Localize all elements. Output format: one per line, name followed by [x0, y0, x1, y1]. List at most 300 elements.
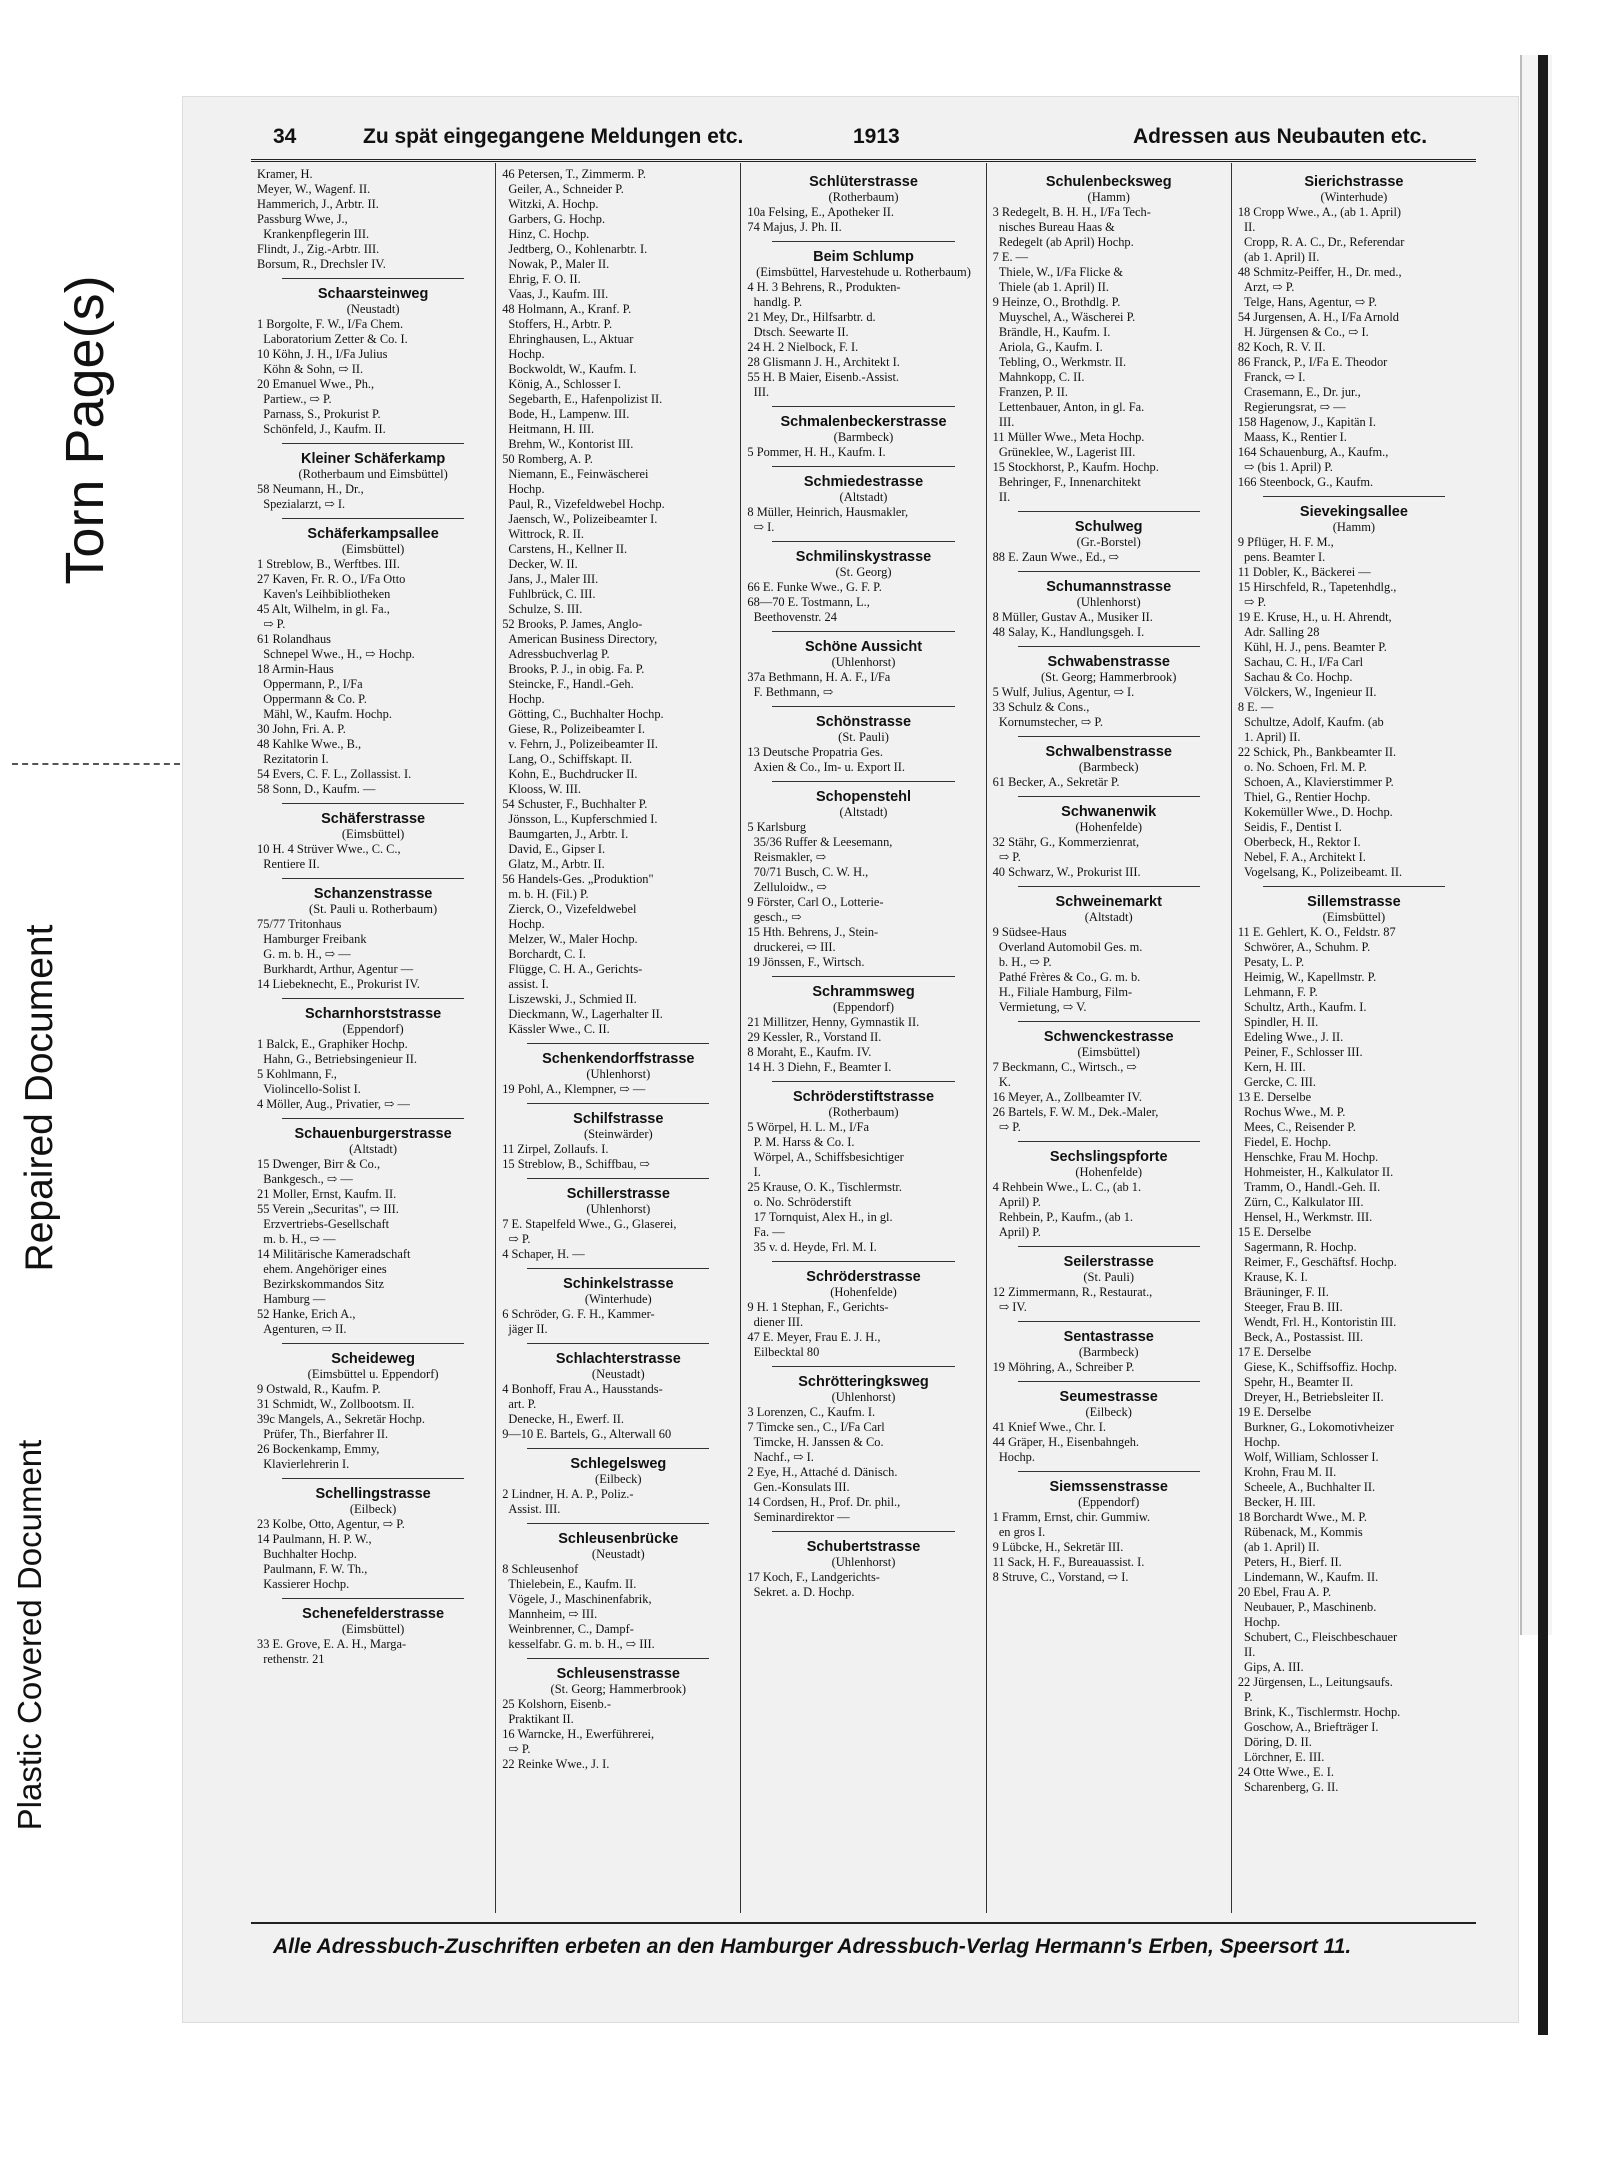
directory-entry: Heimig, W., Kapellmstr. P.: [1237, 970, 1377, 984]
directory-entry: Brändle, H., Kaufm. I.: [992, 325, 1111, 339]
directory-entry: Meyer, W., Wagenf. II.: [257, 182, 371, 196]
directory-entry: 7 Timcke sen., C., I/Fa Carl: [747, 1420, 885, 1434]
street-district: (Eilbeck): [349, 1502, 397, 1516]
directory-entry: Jaensch, W., Polizeibeamter I.: [502, 512, 658, 526]
directory-entry: Klooss, W. III.: [502, 782, 582, 796]
header-rule: [251, 159, 1476, 162]
directory-entry: 8 Müller, Heinrich, Hausmakler,: [747, 505, 909, 519]
directory-entry: 8 Schleusenhof: [502, 1562, 579, 1576]
directory-entry: 35/36 Ruffer & Leesemann,: [747, 835, 893, 849]
street-district: (Rotherbaum und Eimsbüttel): [298, 467, 448, 481]
directory-entry: Kokemüller Wwe., D. Hochp.: [1237, 805, 1393, 819]
directory-entry: 61 Becker, A., Sekretär P.: [992, 775, 1120, 789]
street-district: (Rotherbaum): [828, 1105, 899, 1119]
directory-entry: Tebling, O., Werkmstr. II.: [992, 355, 1127, 369]
entry-list: [502, 1307, 734, 1337]
directory-entry: 15 Hth. Behrens, J., Stein-: [747, 925, 879, 939]
directory-entry: Oppermann, P., I/Fa: [257, 677, 363, 691]
street-block: [993, 646, 1225, 730]
street-name: Schwenckestrasse: [1043, 1029, 1174, 1045]
block-separator: [772, 541, 954, 542]
entry-list: [747, 1015, 979, 1075]
directory-entry: 19 E. Kruse, H., u. H. Ahrendt,: [1237, 610, 1392, 624]
directory-entry: 55 Verein „Securitas", ⇨ III.: [257, 1202, 399, 1216]
street-district: (Eppendorf): [1078, 1495, 1140, 1509]
directory-entry: Schwörer, A., Schuhm. P.: [1237, 940, 1371, 954]
entry-list: [257, 167, 489, 272]
directory-entry: Stoffers, H., Arbtr. P.: [502, 317, 613, 331]
directory-entry: 1 Borgolte, F. W., I/Fa Chem.: [257, 317, 404, 331]
directory-entry: 158 Hagenow, J., Kapitän I.: [1237, 415, 1377, 429]
directory-entry: Buchhalter Hochp.: [257, 1547, 357, 1561]
entry-list: [747, 1120, 979, 1255]
street-name: Schenkendorffstrasse: [542, 1051, 695, 1067]
block-separator: [527, 1178, 709, 1179]
directory-entry: Rübenack, M., Kommis: [1237, 1525, 1363, 1539]
block-separator: [1018, 1381, 1200, 1382]
street-district: (Barmbeck): [833, 430, 894, 444]
block-separator: [282, 998, 464, 999]
directory-entry: Kühl, H. J., pens. Beamter P.: [1237, 640, 1387, 654]
entry-list: [257, 482, 489, 512]
directory-entry: P. M. Harss & Co. I.: [747, 1135, 855, 1149]
directory-entry: Melzer, W., Maler Hochp.: [502, 932, 638, 946]
street-block: [502, 1103, 734, 1172]
directory-entry: 22 Schick, Ph., Bankbeamter II.: [1237, 745, 1397, 759]
street-district: (Eilbeck): [1085, 1405, 1132, 1419]
street-block: [257, 803, 489, 872]
directory-entry: Krankenpflegerin III.: [257, 227, 370, 241]
directory-entry: David, E., Gipser I.: [502, 842, 606, 856]
directory-entry: Brink, K., Tischlermstr. Hochp.: [1237, 1705, 1401, 1719]
directory-entry: Sagermann, R. Hochp.: [1237, 1240, 1357, 1254]
street-block: [502, 1448, 734, 1517]
street-name: Schrammsweg: [812, 984, 915, 1000]
street-district: (Neustadt): [591, 1367, 645, 1381]
directory-entry: Brooks, P. J., in obig. Fa. P.: [502, 662, 645, 676]
directory-entry: 5 Pommer, H. H., Kaufm. I.: [747, 445, 886, 459]
directory-entry: 26 Bartels, F. W. M., Dek.-Maler,: [992, 1105, 1159, 1119]
directory-entry: Brehm, W., Kontorist III.: [502, 437, 634, 451]
block-separator: [772, 1261, 954, 1262]
directory-entry: Reismakler, ⇨: [747, 850, 827, 864]
block-separator: [527, 1658, 709, 1659]
directory-entry: Jönsson, L., Kupferschmied I.: [502, 812, 658, 826]
block-separator: [1018, 1021, 1200, 1022]
directory-entry: Segebarth, E., Hafenpolizist II.: [502, 392, 663, 406]
street-name: Schellingstrasse: [315, 1486, 431, 1502]
directory-entry: 12 Zimmermann, R., Restaurat.,: [992, 1285, 1153, 1299]
street-district: (Altstadt): [839, 490, 888, 504]
directory-entry: 11 Zirpel, Zollaufs. I.: [502, 1142, 609, 1156]
block-separator: [282, 1118, 464, 1119]
directory-entry: 33 E. Grove, E. A. H., Marga-: [257, 1637, 407, 1651]
directory-entry: Rentiere II.: [257, 857, 320, 871]
directory-entry: Lörchner, E. III.: [1237, 1750, 1325, 1764]
directory-entry: Fiedel, E. Hochp.: [1237, 1135, 1332, 1149]
directory-entry: 4 Rehbein Wwe., L. C., (ab 1.: [992, 1180, 1142, 1194]
directory-entry: Spindler, H. II.: [1237, 1015, 1319, 1029]
directory-entry: 15 Dwenger, Birr & Co.,: [257, 1157, 381, 1171]
street-district: (Gr.-Borstel): [1076, 535, 1141, 549]
street-name: Siemssenstrasse: [1049, 1479, 1168, 1495]
directory-entry: Schönfeld, J., Kaufm. II.: [257, 422, 386, 436]
directory-entry: 4 Bonhoff, Frau A., Hausstands-: [502, 1382, 663, 1396]
entry-list: [1238, 535, 1470, 880]
directory-entry: Oppermann & Co. P.: [257, 692, 367, 706]
block-separator: [282, 878, 464, 879]
directory-entry: 16 Warncke, H., Ewerführerei,: [502, 1727, 655, 1741]
street-block: [747, 1531, 979, 1600]
directory-entry: 4 Schaper, H. —: [502, 1247, 585, 1261]
directory-entry: 11 Sack, H. F., Bureauassist. I.: [992, 1555, 1145, 1569]
street-block: [257, 998, 489, 1112]
directory-entry: Krause, K. I.: [1237, 1270, 1308, 1284]
block-separator: [527, 1343, 709, 1344]
directory-entry: Weinbrenner, C., Dampf-: [502, 1622, 634, 1636]
street-block: [993, 175, 1225, 505]
directory-entry: Redegelt (ab April) Hochp.: [992, 235, 1134, 249]
street-district: (St. Pauli u. Rotherbaum): [309, 902, 438, 916]
street-block: [257, 878, 489, 992]
street-block: [747, 406, 979, 460]
directory-entry: Lettenbauer, Anton, in gl. Fa.: [992, 400, 1145, 414]
directory-entry: 2 Lindner, H. A. P., Poliz.-: [502, 1487, 634, 1501]
street-district: (Uhlenhorst): [831, 655, 896, 669]
street-block: [993, 511, 1225, 565]
street-block: [747, 175, 979, 235]
street-district: (Uhlenhorst): [1076, 595, 1141, 609]
directory-entry: Kohn, E., Buchdrucker II.: [502, 767, 638, 781]
block-separator: [527, 1448, 709, 1449]
block-separator: [1018, 511, 1200, 512]
street-name: Schöne Aussicht: [804, 639, 923, 655]
block-separator: [772, 631, 954, 632]
divider: [12, 763, 180, 765]
directory-entry: Ariola, G., Kaufm. I.: [992, 340, 1103, 354]
directory-entry: 1 Balck, E., Graphiker Hochp.: [257, 1037, 408, 1051]
directory-entry: 8 Struve, C., Vorstand, ⇨ I.: [992, 1570, 1129, 1584]
directory-entry: Sachau & Co. Hochp.: [1237, 670, 1353, 684]
street-block: [502, 1343, 734, 1442]
directory-entry: Beethovenstr. 24: [747, 610, 837, 624]
street-block: [502, 1178, 734, 1247]
directory-entry: 22 Reinke Wwe., J. I.: [502, 1757, 610, 1771]
street-block: [502, 1043, 734, 1097]
directory-entry: Giese, K., Schiffsoffiz. Hochp.: [1237, 1360, 1398, 1374]
directory-entry: Grüneklee, W., Lagerist III.: [992, 445, 1136, 459]
entry-list: [257, 1637, 489, 1667]
directory-entry: Schultz, Arth., Kaufm. I.: [1237, 1000, 1367, 1014]
directory-entry: 45 Alt, Wilhelm, in gl. Fa.,: [257, 602, 390, 616]
directory-entry: 18 Borchardt Wwe., M. P.: [1237, 1510, 1367, 1524]
directory-entry: Dtsch. Seewarte II.: [747, 325, 849, 339]
directory-entry: 17 Koch, F., Landgerichts-: [747, 1570, 880, 1584]
block-separator: [772, 466, 954, 467]
directory-entry: handlg. P.: [747, 295, 803, 309]
directory-entry: 1 Streblow, B., Werftbes. III.: [257, 557, 400, 571]
street-name: Schrötteringksweg: [798, 1374, 929, 1390]
directory-entry: 35 v. d. Heyde, Frl. M. I.: [747, 1240, 877, 1254]
directory-entry: Timcke, H. Janssen & Co.: [747, 1435, 884, 1449]
directory-entry: assist. I.: [502, 977, 549, 991]
directory-entry: 14 Militärische Kameradschaft: [257, 1247, 411, 1261]
directory-entry: Hochp.: [502, 692, 545, 706]
directory-entry: Hochp.: [502, 347, 545, 361]
entry-list: [993, 1360, 1225, 1375]
directory-entry: Ehringhausen, L., Aktuar: [502, 332, 634, 346]
street-block: [747, 706, 979, 775]
directory-entry: 11 Müller Wwe., Meta Hochp.: [992, 430, 1145, 444]
directory-entry: Arzt, ⇨ P.: [1237, 280, 1295, 294]
street-district: (Eimsbüttel): [1322, 910, 1386, 924]
street-district: (St. Pauli): [838, 730, 889, 744]
directory-entry: Dreyer, H., Betriebsleiter II.: [1237, 1390, 1384, 1404]
block-separator: [772, 1531, 954, 1532]
directory-entry: 70/71 Busch, C. W. H.,: [747, 865, 869, 879]
directory-entry: Adr. Salling 28: [1237, 625, 1320, 639]
block-separator: [1018, 886, 1200, 887]
entry-list: [257, 917, 489, 992]
directory-entry: Passburg Wwe, J.,: [257, 212, 348, 226]
directory-entry: 17 E. Derselbe: [1237, 1345, 1312, 1359]
directory-entry: nisches Bureau Haas &: [992, 220, 1115, 234]
street-block: [747, 631, 979, 700]
directory-entry: 40 Schwarz, W., Prokurist III.: [992, 865, 1141, 879]
entry-list: [993, 835, 1225, 880]
directory-entry: Liszewski, J., Schmied II.: [502, 992, 637, 1006]
page-header: [273, 125, 1453, 147]
street-name: Schönstrasse: [815, 714, 912, 730]
block-separator: [772, 1366, 954, 1367]
entry-list: [502, 1247, 734, 1262]
directory-entry: 18 Armin-Haus: [257, 662, 334, 676]
directory-entry: Lehmann, F. P.: [1237, 985, 1318, 999]
directory-entry: Overland Automobil Ges. m.: [992, 940, 1143, 954]
street-block: [747, 1261, 979, 1360]
directory-entry: Beck, A., Postassist. III.: [1237, 1330, 1364, 1344]
directory-entry: Schulze, S. III.: [502, 602, 583, 616]
left-title: Zu spät eingegangene Meldungen etc.: [363, 125, 744, 148]
street-name: Schröderstiftstrasse: [792, 1089, 935, 1105]
directory-entry: 15 E. Derselbe: [1237, 1225, 1312, 1239]
street-block: [257, 443, 489, 512]
directory-entry: Jedtberg, O., Kohlenarbtr. I.: [502, 242, 648, 256]
directory-entry: Heitmann, H. III.: [502, 422, 595, 436]
directory-entry: 41 Knief Wwe., Chr. I.: [992, 1420, 1106, 1434]
directory-entry: Kern, H. III.: [1237, 1060, 1306, 1074]
directory-entry: 14 Liebeknecht, E., Prokurist IV.: [257, 977, 420, 991]
directory-entry: III.: [992, 415, 1015, 429]
directory-entry: Reimer, F., Geschäftsf. Hochp.: [1237, 1255, 1397, 1269]
street-district: (Neustadt): [591, 1547, 645, 1561]
directory-entry: Gips, A. III.: [1237, 1660, 1304, 1674]
entry-list: [747, 505, 979, 535]
street-block: [747, 541, 979, 625]
directory-entry: 39c Mangels, A., Sekretär Hochp.: [257, 1412, 425, 1426]
street-name: Schleusenbrücke: [558, 1531, 679, 1547]
street-district: (St. Pauli): [1083, 1270, 1135, 1284]
directory-entry: Adressbuchverlag P.: [502, 647, 610, 661]
directory-entry: Glatz, M., Arbtr. II.: [502, 857, 605, 871]
street-block: [993, 796, 1225, 880]
directory-entry: Thiel, G., Rentier Hochp.: [1237, 790, 1371, 804]
directory-entry: 9 Ostwald, R., Kaufm. P.: [257, 1382, 381, 1396]
street-block: [747, 466, 979, 535]
directory-entry: 7 Beckmann, C., Wirtsch., ⇨: [992, 1060, 1137, 1074]
block-separator: [1018, 796, 1200, 797]
directory-entry: Köhn & Sohn, ⇨ II.: [257, 362, 364, 376]
directory-entry: 54 Jurgensen, A. H., I/Fa Arnold: [1237, 310, 1399, 324]
directory-entry: Wörpel, A., Schiffsbesichtiger: [747, 1150, 904, 1164]
directory-entry: Behringer, F., Innenarchitekt: [992, 475, 1141, 489]
directory-entry: 9 Förster, Carl O., Lotterie-: [747, 895, 884, 909]
block-separator: [282, 1343, 464, 1344]
directory-entry: 11 E. Gehlert, K. O., Feldstr. 87: [1237, 925, 1396, 939]
directory-entry: Völckers, W., Ingenieur II.: [1237, 685, 1377, 699]
directory-entry: Döring, D. II.: [1237, 1735, 1312, 1749]
block-separator: [282, 1478, 464, 1479]
directory-entry: 4 Möller, Aug., Privatier, ⇨ —: [257, 1097, 410, 1111]
directory-entry: Thiele (ab 1. April) II.: [992, 280, 1109, 294]
directory-entry: Franzen, P. II.: [992, 385, 1068, 399]
directory-entry: Bezirkskommandos Sitz: [257, 1277, 384, 1291]
block-separator: [282, 518, 464, 519]
entry-list: [747, 280, 979, 400]
directory-entry: 20 Ebel, Frau A. P.: [1237, 1585, 1332, 1599]
directory-entry: Gen.-Konsulats III.: [747, 1480, 850, 1494]
directory-entry: Schoen, A., Klavierstimmer P.: [1237, 775, 1394, 789]
block-separator: [1018, 1321, 1200, 1322]
directory-entry: II.: [1237, 1645, 1256, 1659]
directory-entry: 9 Südsee-Haus: [992, 925, 1067, 939]
directory-entry: 13 E. Derselbe: [1237, 1090, 1312, 1104]
directory-entry: Peters, H., Bierf. II.: [1237, 1555, 1342, 1569]
street-name: Schmiedestrasse: [803, 474, 924, 490]
street-district: (Altstadt): [349, 1142, 398, 1156]
directory-entry: Bräuninger, F. II.: [1237, 1285, 1329, 1299]
directory-entry: Borchardt, C. I.: [502, 947, 586, 961]
directory-entry: b. H., ⇨ P.: [992, 955, 1052, 969]
directory-entry: Oberbeck, H., Rektor I.: [1237, 835, 1361, 849]
directory-entry: 55 H. B Maier, Eisenb.-Assist.: [747, 370, 900, 384]
entry-list: [993, 1060, 1225, 1135]
street-district: (Winterhude): [1320, 190, 1388, 204]
block-separator: [282, 1598, 464, 1599]
directory-entry: Hochp.: [992, 1450, 1035, 1464]
entry-list: [502, 167, 734, 1037]
street-block: [502, 1247, 734, 1262]
directory-entry: Flindt, J., Zig.-Arbtr. III.: [257, 242, 380, 256]
directory-entry: 61 Rolandhaus: [257, 632, 331, 646]
directory-entry: Hochp.: [1237, 1435, 1281, 1449]
directory-entry: Bode, H., Lampenw. III.: [502, 407, 630, 421]
directory-entry: ⇨ P.: [502, 1742, 531, 1756]
directory-entry: Krohn, Frau M. II.: [1237, 1465, 1337, 1479]
street-block: [747, 1081, 979, 1255]
directory-entry: 21 Millitzer, Henny, Gymnastik II.: [747, 1015, 920, 1029]
directory-entry: Wolf, William, Schlosser I.: [1237, 1450, 1379, 1464]
directory-entry: ⇨ P.: [992, 1120, 1021, 1134]
directory-entry: ⇨ P.: [992, 850, 1021, 864]
block-separator: [1018, 1141, 1200, 1142]
directory-entry: Borsum, R., Drechsler IV.: [257, 257, 386, 271]
directory-entry: 24 Otte Wwe., E. I.: [1237, 1765, 1334, 1779]
street-block: [257, 167, 489, 272]
directory-entry: 48 Kahlke Wwe., B.,: [257, 737, 362, 751]
directory-entry: 9—10 E. Bartels, G., Alterwall 60: [502, 1427, 672, 1441]
street-district: (Eimsbüttel): [341, 1622, 405, 1636]
street-block: [257, 278, 489, 437]
directory-entry: 48 Holmann, A., Kranf. P.: [502, 302, 632, 316]
street-district: (Eimsbüttel, Harvestehude u. Rotherbaum): [756, 265, 971, 279]
directory-entry: 19 Möhring, A., Schreiber P.: [992, 1360, 1135, 1374]
entry-list: [502, 1217, 734, 1247]
street-name: Schulweg: [1074, 519, 1143, 535]
directory-entry: Mahnkopp, C. II.: [992, 370, 1085, 384]
directory-entry: Spehr, H., Beamter II.: [1237, 1375, 1354, 1389]
directory-entry: Lindemann, W., Kaufm. II.: [1237, 1570, 1379, 1584]
directory-entry: Schubert, C., Fleischbeschauer: [1237, 1630, 1398, 1644]
directory-entry: Kaven's Leihbibliotheken: [257, 587, 391, 601]
directory-page: [183, 97, 1518, 2022]
street-name: Scheideweg: [331, 1351, 415, 1367]
directory-entry: Edeling Wwe., J. II.: [1237, 1030, 1344, 1044]
directory-entry: 5 Karlsburg: [747, 820, 807, 834]
directory-entry: 4 H. 3 Behrens, R., Produkten-: [747, 280, 901, 294]
directory-entry: Goschow, A., Briefträger I.: [1237, 1720, 1379, 1734]
street-name: Scharnhorststrasse: [305, 1006, 442, 1022]
block-separator: [282, 443, 464, 444]
directory-entry: Decker, W. II.: [502, 557, 578, 571]
street-name: Beim Schlump: [813, 249, 914, 265]
street-district: (Uhlenhorst): [831, 1390, 896, 1404]
street-district: (Eimsbüttel u. Eppendorf): [307, 1367, 439, 1381]
directory-entry: pens. Beamter I.: [1237, 550, 1326, 564]
street-name: Schlachterstrasse: [555, 1351, 681, 1367]
directory-entry: 9 Heinze, O., Brothdlg. P.: [992, 295, 1121, 309]
street-district: (Eimsbüttel): [341, 542, 405, 556]
directory-entry: 86 Franck, P., I/Fa E. Theodor: [1237, 355, 1388, 369]
directory-entry: Erzvertriebs-Gesellschaft: [257, 1217, 390, 1231]
street-block: [747, 241, 979, 400]
directory-entry: 14 Paulmann, H. P. W.,: [257, 1532, 372, 1546]
street-district: (Altstadt): [1084, 910, 1133, 924]
directory-entry: Nowak, P., Maler II.: [502, 257, 610, 271]
directory-entry: 166 Steenbock, G., Kaufm.: [1237, 475, 1374, 489]
directory-entry: Kassierer Hochp.: [257, 1577, 350, 1591]
directory-entry: 5 Wörpel, H. L. M., I/Fa: [747, 1120, 870, 1134]
directory-entry: Prüfer, Th., Bierfahrer II.: [257, 1427, 389, 1441]
directory-entry: Sachau, C. H., I/Fa Carl: [1237, 655, 1364, 669]
directory-entry: Baumgarten, J., Arbtr. I.: [502, 827, 629, 841]
street-block: [502, 167, 734, 1037]
entry-list: [993, 1420, 1225, 1465]
street-block: [993, 1381, 1225, 1465]
directory-entry: 9 H. 1 Stephan, F., Gerichts-: [747, 1300, 889, 1314]
directory-entry: Vaas, J., Kaufm. III.: [502, 287, 609, 301]
street-name: Sentastrasse: [1063, 1329, 1154, 1345]
directory-entry: Thiele, W., I/Fa Flicke &: [992, 265, 1124, 279]
street-name: Schäferkampsallee: [307, 526, 439, 542]
directory-entry: Regierungsrat, ⇨ —: [1237, 400, 1346, 414]
directory-entry: Gercke, C. III.: [1237, 1075, 1316, 1089]
directory-entry: Spezialarzt, ⇨ I.: [257, 497, 346, 511]
directory-entry: Dieckmann, W., Lagerhalter II.: [502, 1007, 663, 1021]
directory-entry: Schnepel Wwe., H., ⇨ Hochp.: [257, 647, 415, 661]
directory-entry: III.: [747, 385, 770, 399]
entry-list: [1238, 925, 1470, 1795]
